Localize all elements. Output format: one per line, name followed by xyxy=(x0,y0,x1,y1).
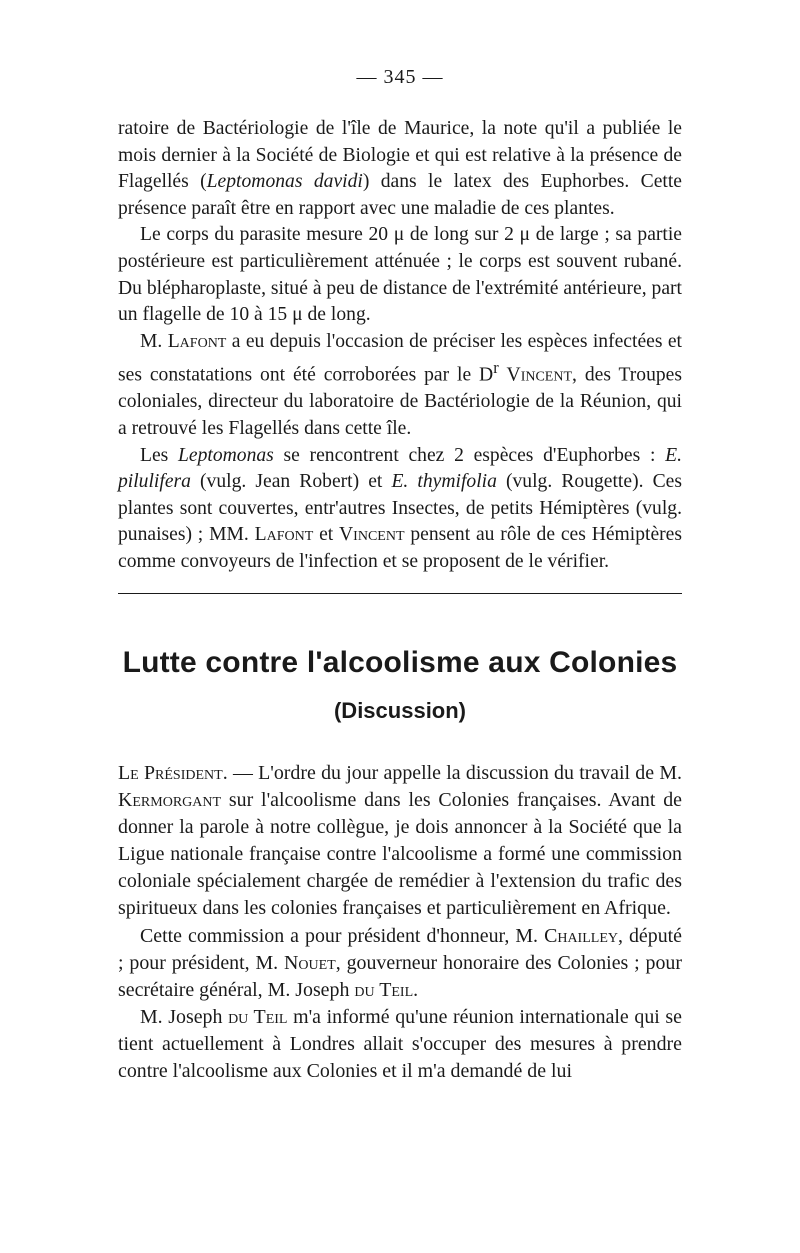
person-name: Nouet xyxy=(284,951,336,974)
text-run: . xyxy=(413,978,419,1001)
author-name: Kermorgant xyxy=(118,789,222,812)
text-run: M. Joseph xyxy=(140,1005,229,1028)
text-run: M. xyxy=(140,330,168,352)
author-name: Vincent xyxy=(339,524,405,546)
page-number: — 345 — xyxy=(356,66,444,88)
person-name: Chailley xyxy=(544,924,618,947)
text-run: sur l'alcoolisme dans les Colonies françaises. Avant de donner la parole à notre collègue, je dois annoncer à la Société que la Ligue nationale française contre l'alcoolisme a formé une commission coloniale spécialement chargée de remédier à l'extension du trafic des spiritueux dans les colonies françaises et particulièrement en Afrique. xyxy=(118,789,682,920)
genus-name: Leptomonas xyxy=(178,444,274,466)
author-name: Lafont xyxy=(167,330,227,352)
paragraph xyxy=(118,116,682,222)
text-run: (vulg. Jean Robert) et xyxy=(190,471,392,493)
text-run: (vulg. Rougette). Ces plantes sont couvertes, entr'autres Insectes, de petits Hémiptères (vulg. punaises) ; MM. xyxy=(118,471,682,546)
species-name: E. thymifolia xyxy=(391,471,497,493)
paragraph xyxy=(118,760,682,923)
paragraph: Le corps du parasite mesure 20 μ de long sur 2 μ de large ; sa partie postérieure est particulièrement atténuée ; le corps est souvent rubané. Du blépharoplaste, situé à peu de distance de l'extrémité antérieure, part un flagelle de 10 à 15 μ de long. xyxy=(118,224,682,326)
top-text-block xyxy=(118,116,682,576)
species-name: E. pilulifera xyxy=(118,444,682,493)
text-run xyxy=(499,365,507,386)
text-run: a eu depuis l'occasion de préciser les espèces infectées et ses constatations ont été corroborées par le D xyxy=(118,330,682,386)
species-name: Leptomonas davidi xyxy=(206,171,363,193)
text-run: , gouverneur honoraire des Colonies ; pour secrétaire général, M. Joseph xyxy=(118,951,682,1001)
text-run: se rencontrent chez 2 espèces d'Euphorbes : xyxy=(273,444,666,466)
text-run: et xyxy=(313,524,340,546)
bottom-text-block xyxy=(118,760,682,1085)
paragraph xyxy=(118,443,682,576)
text-run: — L'ordre du jour appelle la discussion du travail de M. xyxy=(227,762,682,784)
text-run: ratoire de Bactériologie de l'île de Maurice, la note qu'il a publiée le mois dernier à la Société de Biologie et qui est relative à la présence de Flagellés ( xyxy=(118,118,682,193)
paragraph xyxy=(118,329,682,443)
speaker-name: Le Président. xyxy=(118,762,228,784)
person-name: du Teil xyxy=(228,1005,288,1028)
text-run: ) dans le latex des Euphorbes. Cette présence paraît être en rapport avec une maladie de ces plantes. xyxy=(118,171,682,219)
text-run: pensent au rôle de ces Hémiptères comme convoyeurs de l'infection et se proposent de le vérifier. xyxy=(118,524,683,573)
author-name: Lafont xyxy=(254,524,314,546)
text-run: Cette commission a pour président d'honneur, M. xyxy=(140,924,545,947)
superscript: r xyxy=(493,358,499,378)
paragraph xyxy=(118,923,682,1004)
text-run: m'a informé qu'une réunion internationale qui se tient actuellement à Londres allait s'occuper des mesures à prendre contre l'alcoolisme aux Colonies et il m'a demandé de lui xyxy=(118,1005,682,1083)
section-subtitle: (Discussion) xyxy=(333,698,467,723)
section-title: Lutte contre l'alcoolisme aux Colonies xyxy=(122,646,678,679)
text-run: Les xyxy=(140,444,178,466)
person-name: du Teil xyxy=(354,978,414,1001)
text-run: , député ; pour président, M. xyxy=(118,924,683,974)
paragraph xyxy=(118,1004,682,1085)
text-run: , des Troupes coloniales, directeur du laboratoire de Bactériologie de la Réunion, qui a retrouvé les Flagellés dans cette île. xyxy=(118,364,683,440)
author-name: Vincent xyxy=(506,364,573,386)
section-divider xyxy=(118,593,682,594)
